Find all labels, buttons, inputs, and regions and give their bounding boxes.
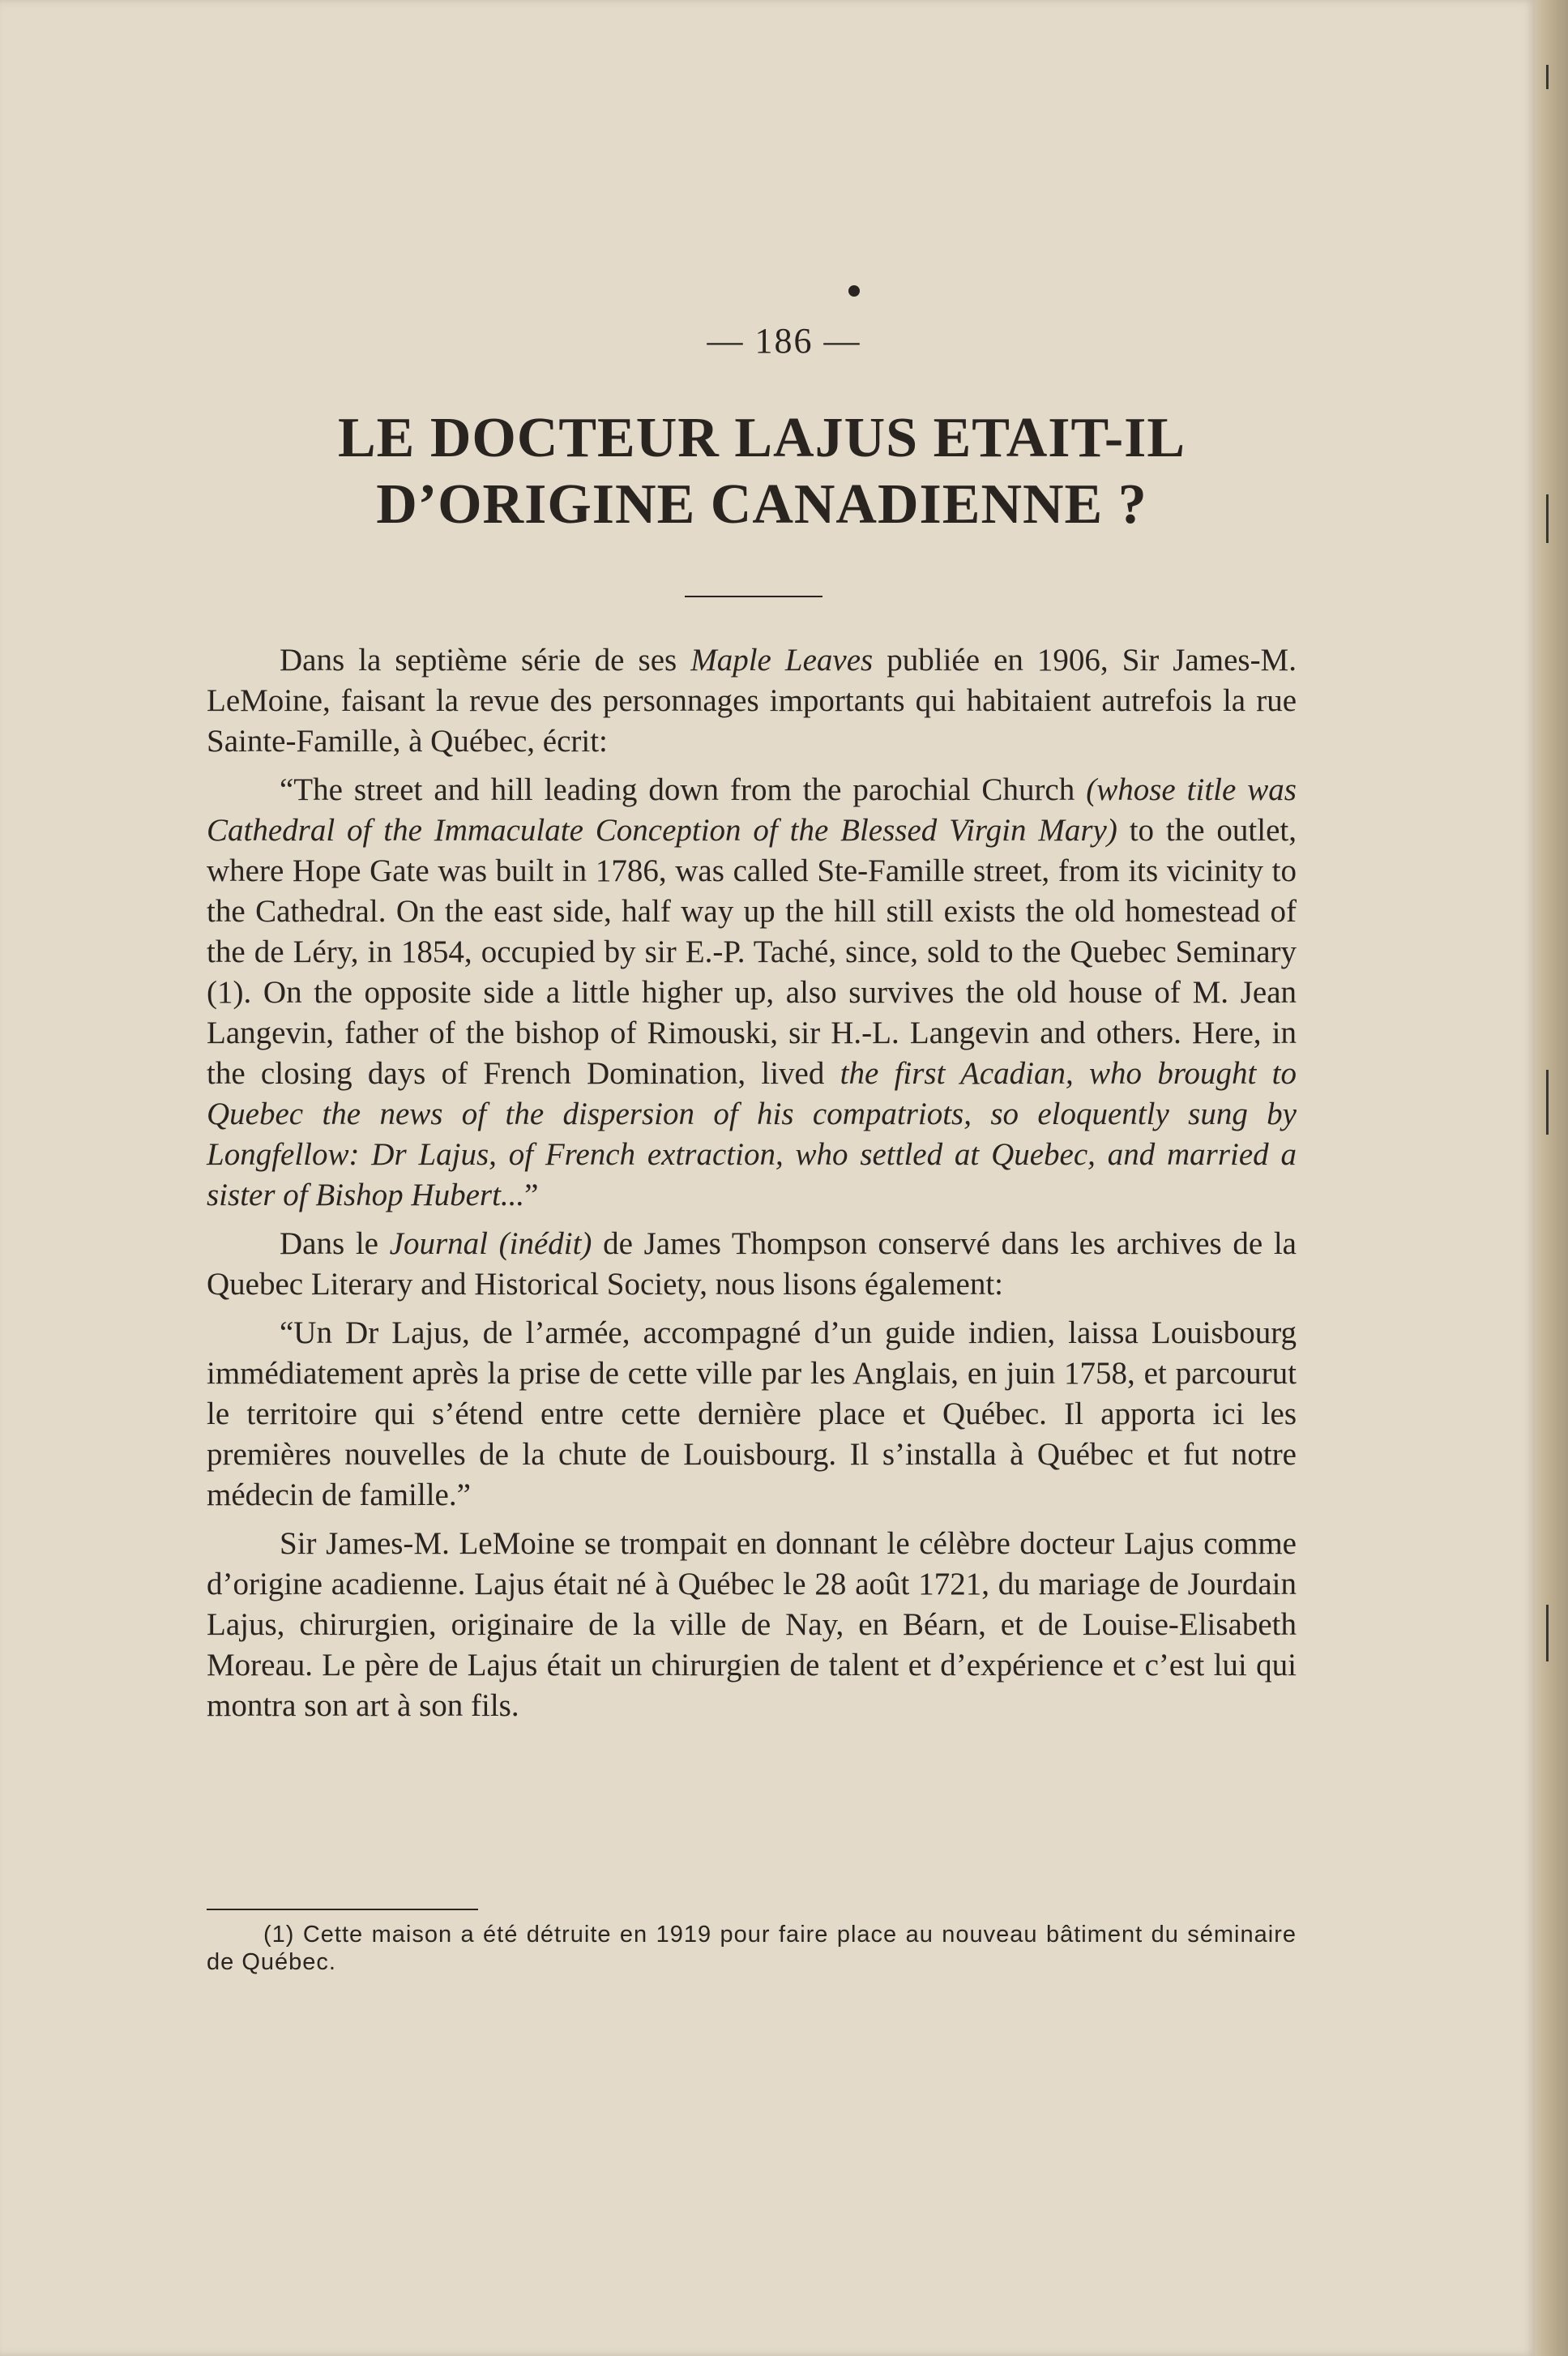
paragraph — [207, 770, 1297, 1216]
page-number: — 186 — — [707, 321, 861, 361]
edge-mark — [1546, 494, 1549, 543]
text-run: de James Thompson conservé dans les archives de la Quebec Literary and Historical Society, nous lisons également: — [207, 1226, 1297, 1302]
italic-text-run: Maple Leaves — [690, 643, 874, 678]
title-rule — [685, 596, 822, 597]
edge-mark — [1546, 1070, 1549, 1135]
italic-text-run: Journal (inédit) — [389, 1226, 592, 1261]
text-run: Dans la septième série de ses — [280, 643, 691, 678]
text-run: “The street and hill leading down from the parochial Church — [280, 772, 1087, 807]
text-run: to the outlet, where Hope Gate was built in 1786, was called Ste-Famille street, from its vicinity to the Cathedral. On the east side, half way up the hill still exists the old homestead of the de Léry, in 1854, occupied by sir E.-P. Taché, since, sold to the Quebec Seminary (1). On the opposite side a little higher up, also survives the old house of M. Jean Langevin, father of the bishop of Rimouski, sir H.-L. Langevin and others. Here, in the closing days of French Domination, lived — [207, 813, 1297, 1091]
italic-text-run: the first Acadian, who brought to Quebec the news of the dispersion of his compatriots, so eloquently sung by Longfellow: Dr Lajus, of French extraction, who settled at Quebec, and married a sister of Bishop Hubert... — [207, 1056, 1297, 1212]
edge-mark — [1546, 65, 1549, 89]
paragraph — [207, 1224, 1297, 1305]
printed-dot — [848, 285, 860, 297]
paragraph: Sir James-M. LeMoine se trompait en donnant le célèbre docteur Lajus comme d’origine acadienne. Lajus était né à Québec le 28 août 1721, du mariage de Jourdain Lajus, chirurgien, originaire de la ville de Nay, en Béarn, et de Louise-Elisabeth Moreau. Le père de Lajus était un chirurgien de talent et d’expérience et c’est lui qui montra son art à son fils. — [207, 1526, 1297, 1723]
footnote-text: (1) Cette maison a été détruite en 1919 pour faire place au nouveau bâtiment du séminaire de Québec. — [207, 1922, 1297, 1975]
edge-mark — [1546, 1605, 1549, 1661]
text-run: Dans le — [280, 1226, 390, 1261]
italic-text-run: (whose title was Cathedral of the Immaculate Conception of the Blessed Virgin Mary) — [207, 772, 1297, 848]
body-text — [207, 640, 1297, 1734]
footnote-rule — [207, 1909, 478, 1910]
paragraph: “Un Dr Lajus, de l’armée, accompagné d’un guide indien, laissa Louisbourg immédiatement après la prise de cette ville par les Anglais, en juin 1758, et parcourut le territoire qui s’étend entre cette dernière place et Québec. Il apporta ici les premières nouvelles de la chute de Louisbourg. Il s’installa à Québec et fut notre médecin de famille.” — [207, 1315, 1297, 1512]
text-run: publiée en 1906, Sir James-M. LeMoine, faisant la revue des personnages importants qui habitaient autrefois la rue Sainte-Famille, à Québec, écrit: — [207, 643, 1297, 759]
text-run: ” — [524, 1178, 539, 1212]
paragraph — [207, 640, 1297, 762]
footnote — [207, 1921, 1297, 1976]
chapter-title: LE DOCTEUR LAJUS ETAIT-IL D’ORIGINE CANADIENNE ? — [337, 407, 1186, 536]
